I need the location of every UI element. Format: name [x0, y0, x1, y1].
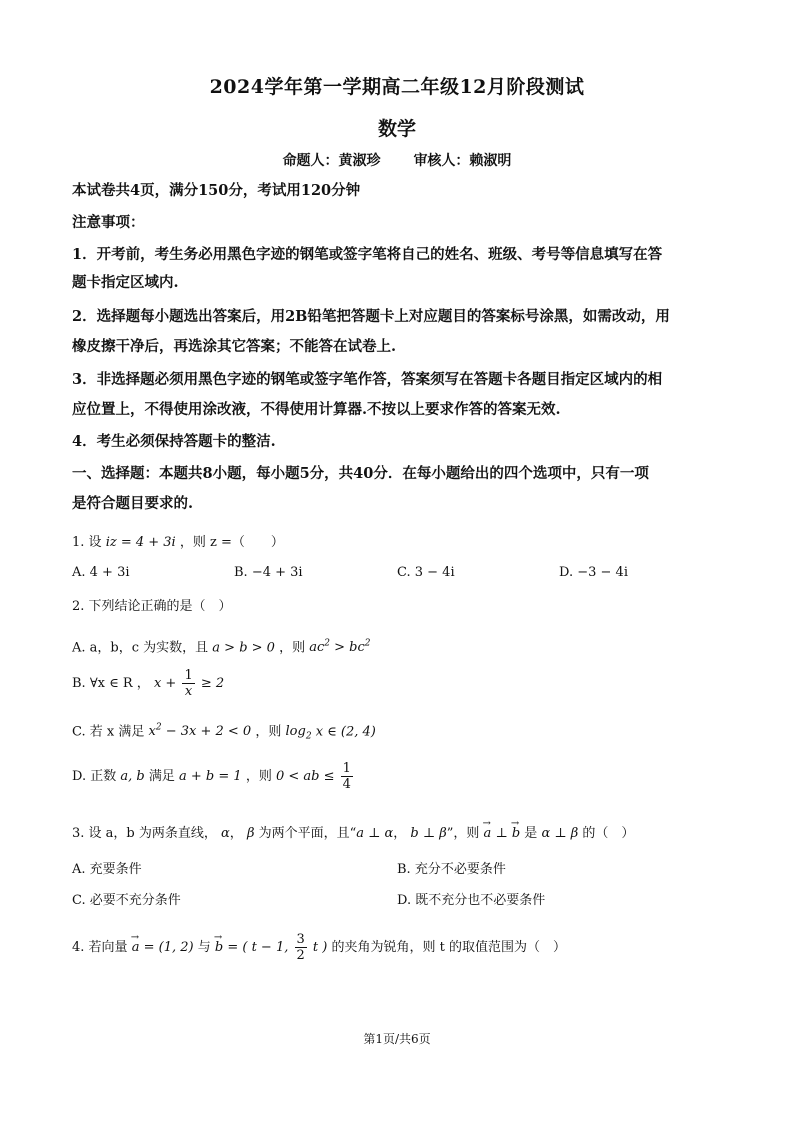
frac-denominator: 4	[342, 777, 351, 792]
q3-cond2: b ⊥ β	[410, 826, 447, 841]
q2-a-cond: a > b > 0	[212, 640, 275, 656]
notice-line: 3．非选择题必须用黑色字迹的钢笔或签字笔作答，答案须写在答题卡各题目指定区域内的相	[72, 371, 663, 388]
q4-vec-a-val: = (1, 2)	[143, 940, 194, 955]
question-3-stem: 3. 设 a，b 为两条直线， α， β 为两个平面，且“a ⊥ α， b ⊥ β”，则 → a ⊥ → b 是 α ⊥ β 的（ ）	[72, 824, 732, 844]
frac-numerator: 3	[296, 932, 305, 947]
q3-option-a: A. 充要条件	[72, 862, 142, 877]
q3-option-b: B. 充分不必要条件	[397, 862, 506, 877]
q4-close-paren: )	[318, 940, 328, 955]
q3-is: 是	[524, 826, 538, 841]
q2-c-ineq: $x^2 - 3x + 2 < 0$	[148, 723, 252, 740]
q2-d-mid: 满足	[148, 769, 175, 784]
q2-d-prefix: D. 正数	[72, 769, 117, 784]
q1-option-c: C. 3 − 4i	[397, 565, 455, 580]
perp-symbol: ⊥	[495, 826, 508, 841]
page-footer: 第1页/共6页	[363, 1032, 431, 1046]
q4-stem-end: 的夹角为锐角，则 t 的取值范围为（ ）	[331, 940, 567, 955]
vector-a: → a	[132, 938, 140, 958]
q2-d-expr: 0 < ab ≤	[275, 769, 335, 784]
q2-d-cond: a + b = 1	[179, 769, 242, 784]
q2-c-prefix: C. 若 x 满足	[72, 724, 145, 740]
q4-stem-pre: 4. 若向量	[72, 940, 128, 955]
q2-a-result: $ac^2 > bc^2$	[309, 639, 371, 656]
q2-a-prefix: A. a，b，c 为实数，且	[72, 640, 209, 656]
fraction-three-halves	[295, 932, 307, 963]
question-1-options	[72, 565, 732, 585]
question-3-options-row2	[72, 889, 732, 909]
notice-line: 1．开考前，考生务必用黑色字迹的钢笔或签字笔将自己的姓名、班级、考号等信息填写在答	[72, 246, 663, 263]
vector-a: → a	[484, 824, 492, 844]
frac-denominator: 2	[296, 948, 305, 963]
notice-line: 2．选择题每小题选出答案后，用2B铅笔把答题卡上对应题目的答案标号涂黑，如需改动，用	[72, 308, 670, 325]
q3-option-c: C. 必要不充分条件	[72, 893, 181, 908]
question-4-stem	[72, 932, 732, 963]
exam-authors	[0, 150, 794, 170]
exam-summary: 本试卷共4页，满分150分，考试用120分钟	[72, 182, 361, 199]
q4-vec-b-val-pre: = ( t − 1,	[227, 940, 289, 955]
vector-b: → b	[512, 824, 520, 844]
q2-option-a	[72, 634, 732, 658]
q1-expr: iz = 4 + 3i	[105, 535, 176, 550]
q2-c-range: x ∈ (2, 4)	[315, 724, 376, 740]
q2-b-prefix: B. ∀x ∈ R ，	[72, 676, 150, 691]
exam-title: 2024学年第一学期高二年级12月阶段测试	[209, 76, 585, 98]
q1-suffix: ，则 z =（ ）	[179, 535, 284, 550]
question-2-stem: 2. 下列结论正确的是（ ）	[72, 599, 232, 614]
notice-line: 橡皮擦干净后，再选涂其它答案；不能答在试卷上.	[72, 338, 397, 355]
q3-stem-pre: 3. 设 a，b 为两条直线，	[72, 826, 217, 841]
q2-b-expr-pre: x +	[153, 676, 177, 691]
frac-numerator: 1	[342, 761, 351, 776]
frac-numerator: 1	[184, 668, 193, 683]
reviewer-name: 审核人：赖淑明	[413, 153, 512, 169]
notice-line: 题卡指定区域内.	[72, 274, 179, 291]
q1-option-d: D. −3 − 4i	[559, 565, 628, 580]
fraction-one-over-four	[341, 761, 353, 792]
q2-d-vars: a, b	[120, 769, 145, 784]
exam-subject: 数学	[377, 118, 416, 140]
q3-option-d: D. 既不充分也不必要条件	[397, 893, 546, 908]
q2-d-then: ，则	[245, 769, 272, 784]
q3-cond1: a ⊥ α	[356, 826, 394, 841]
fraction-one-over-x	[182, 668, 194, 699]
beta-symbol: β	[246, 826, 255, 841]
question-1-stem	[72, 533, 732, 553]
q2-option-c	[72, 718, 732, 747]
q2-c-then: ，则	[255, 724, 282, 740]
author-name: 命题人：黄淑珍	[282, 153, 381, 169]
q3-target: α ⊥ β	[541, 826, 579, 841]
q2-a-then: ，则	[279, 640, 306, 656]
q2-option-b	[72, 668, 732, 699]
q4-t: t	[312, 940, 319, 955]
notice-line: 应位置上，不得使用涂改液，不得使用计算器.不按以上要求作答的答案无效.	[72, 401, 561, 418]
q2-c-log: $\log_2$	[285, 724, 312, 742]
alpha-symbol: α	[221, 826, 230, 841]
q1-option-b: B. −4 + 3i	[234, 565, 303, 580]
notice-line: 4．考生必须保持答题卡的整洁.	[72, 433, 276, 450]
notice-heading: 注意事项：	[72, 214, 145, 231]
q3-stem-mid: 为两个平面，且“	[258, 826, 357, 841]
section-heading: 一、选择题：本题共8小题，每小题5分，共40分．在每小题给出的四个选项中，只有一项	[72, 465, 649, 482]
vector-b: → b	[215, 938, 223, 958]
q2-option-d	[72, 761, 732, 792]
section-heading-cont: 是符合题目要求的.	[72, 495, 194, 512]
q3-stem-then: ”，则	[446, 826, 480, 841]
frac-denominator: x	[184, 684, 193, 699]
q1-option-a: A. 4 + 3i	[72, 565, 130, 580]
q2-b-expr-post: ≥ 2	[200, 676, 225, 691]
q4-with: 与	[197, 940, 211, 955]
question-3-options-row1	[72, 858, 732, 878]
q1-prefix: 1. 设	[72, 535, 102, 550]
q3-stem-end: 的（ ）	[582, 826, 635, 841]
